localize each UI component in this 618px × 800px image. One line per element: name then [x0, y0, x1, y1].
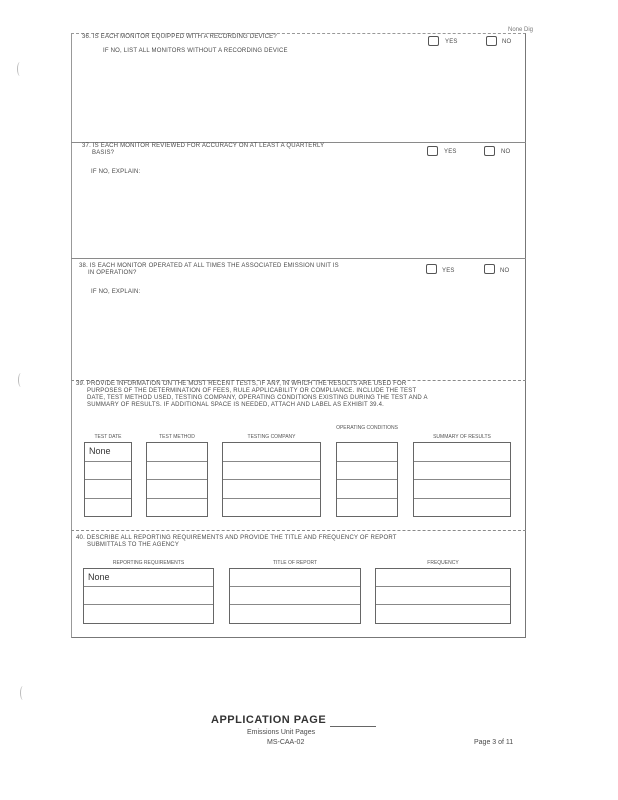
- q38-yes-label: YES: [442, 268, 455, 274]
- q36-no-checkbox[interactable]: [486, 36, 497, 46]
- q37-yes-label: YES: [444, 149, 457, 155]
- q37-no-checkbox[interactable]: [484, 146, 495, 156]
- corner-label: None Dig: [508, 27, 534, 33]
- q39-first-entry: None: [89, 446, 111, 456]
- q36-sub: IF NO, LIST ALL MONITORS WITHOUT A RECORDING DEVICE: [103, 48, 288, 54]
- q39-col-test-date: TEST DATE: [94, 434, 122, 440]
- q39-test-date-box[interactable]: [84, 442, 132, 517]
- q39-summary-box[interactable]: [413, 442, 511, 517]
- footer-line3: MS-CAA-02: [267, 739, 305, 746]
- q39-line2: PURPOSES OF THE DETERMINATION OF FEES, RULE APPLICABILITY OR COMPLIANCE. INCLUDE THE TEST: [87, 388, 417, 394]
- q39-col-testing-company: TESTING COMPANY: [247, 434, 296, 440]
- q40-line2: SUBMITTALS TO THE AGENCY: [87, 542, 180, 548]
- footer-title-rule: [330, 726, 376, 727]
- q40-title-box[interactable]: [229, 568, 361, 624]
- q39-line1: 39. PROVIDE INFORMATION ON THE MOST RECENT TESTS, IF ANY, IN WHICH THE RESULTS ARE USED FOR: [76, 381, 407, 387]
- q39-test-method-box[interactable]: [146, 442, 208, 517]
- q39-col-test-method: TEST METHOD: [159, 434, 195, 440]
- q36-yes-checkbox[interactable]: [428, 36, 439, 46]
- footer-page-number: Page 3 of 11: [474, 739, 514, 746]
- q39-operating-conditions-box[interactable]: [336, 442, 398, 517]
- binder-mark-middle: [18, 373, 24, 387]
- q37-text-line2: BASIS?: [92, 150, 115, 156]
- divider-2: [71, 258, 526, 259]
- q40-col-frequency: FREQUENCY: [427, 560, 459, 566]
- binder-mark-top: [17, 62, 23, 76]
- q39-col-operating-conditions: OPERATING CONDITIONS: [336, 425, 398, 431]
- binder-mark-bottom: [20, 686, 26, 700]
- q39-line3: DATE, TEST METHOD USED, TESTING COMPANY, OPERATING CONDITIONS EXISTING DURING THE TEST AND A: [87, 395, 428, 401]
- divider-4: [71, 530, 526, 531]
- q39-col-summary: SUMMARY OF RESULTS: [433, 434, 491, 440]
- q38-text-line1: 38. IS EACH MONITOR OPERATED AT ALL TIMES THE ASSOCIATED EMISSION UNIT IS: [79, 263, 339, 269]
- q37-text-line1: 37. IS EACH MONITOR REVIEWED FOR ACCURACY ON AT LEAST A QUARTERLY: [82, 143, 325, 149]
- q40-col-reporting: REPORTING REQUIREMENTS: [112, 560, 185, 566]
- q38-sub: IF NO, EXPLAIN:: [91, 289, 141, 295]
- q40-reporting-box[interactable]: [83, 568, 214, 624]
- q39-testing-company-box[interactable]: [222, 442, 321, 517]
- q38-no-label: NO: [500, 268, 510, 274]
- q38-text-line2: IN OPERATION?: [88, 270, 137, 276]
- q37-no-label: NO: [501, 149, 511, 155]
- q40-first-entry: None: [88, 572, 110, 582]
- q38-yes-checkbox[interactable]: [426, 264, 437, 274]
- footer-title: APPLICATION PAGE: [211, 714, 327, 726]
- q40-line1: 40. DESCRIBE ALL REPORTING REQUIREMENTS AND PROVIDE THE TITLE AND FREQUENCY OF REPORT: [76, 535, 397, 541]
- q37-sub: IF NO, EXPLAIN:: [91, 169, 141, 175]
- q40-col-title: TITLE OF REPORT: [272, 560, 318, 566]
- q36-text: 36. IS EACH MONITOR EQUIPPED WITH A RECORDING DEVICE?: [82, 34, 277, 40]
- q40-frequency-box[interactable]: [375, 568, 511, 624]
- q38-no-checkbox[interactable]: [484, 264, 495, 274]
- q36-yes-label: YES: [445, 39, 458, 45]
- q39-line4: SUMMARY OF RESULTS. IF ADDITIONAL SPACE IS NEEDED, ATTACH AND LABEL AS EXHIBIT 39.4.: [87, 402, 384, 408]
- footer-line2: Emissions Unit Pages: [247, 729, 316, 736]
- q36-no-label: NO: [502, 39, 512, 45]
- q37-yes-checkbox[interactable]: [427, 146, 438, 156]
